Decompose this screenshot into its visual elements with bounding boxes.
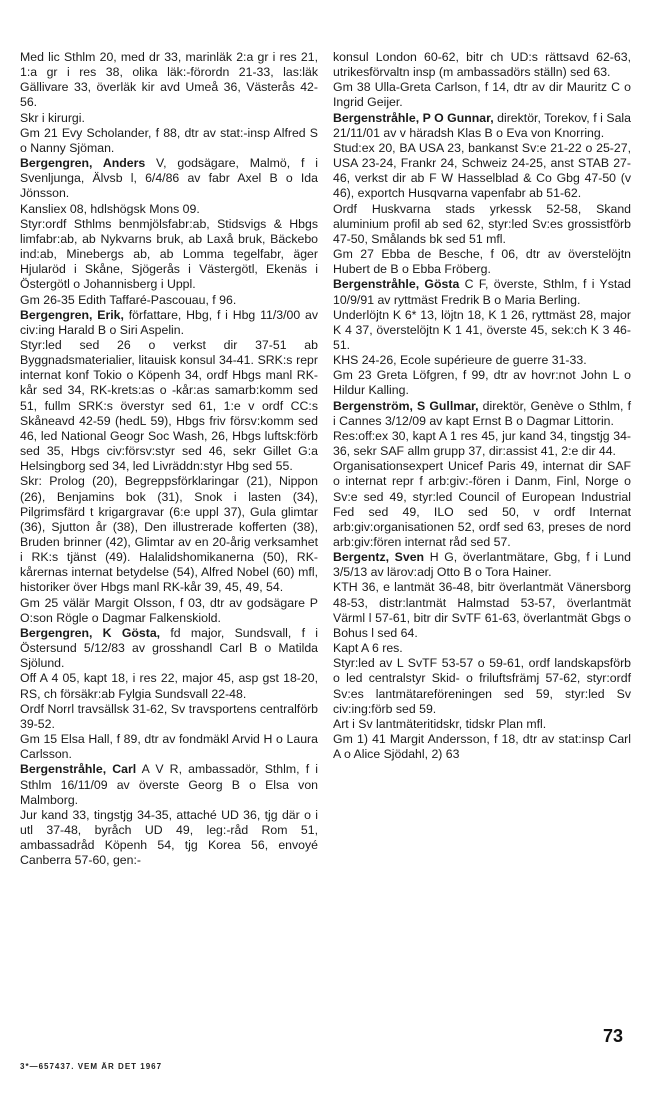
biography-paragraph [20, 474, 318, 595]
biography-paragraph [20, 111, 318, 126]
entry-text: Jur kand 33, tingstjg 34-35, attaché UD 36, tjg där o i utl 37-48, byråch UD 49, leg:-råd Rom 51, ambassadråd Köpenh 54, tjg Korea 56, envoyé Canberra 57-60, gen:- [20, 807, 318, 868]
biography-paragraph [333, 202, 631, 247]
biography-paragraph [20, 702, 318, 732]
biography-paragraph [20, 126, 318, 156]
person-name: Bergenstråhle, P O Gunnar, [333, 110, 494, 125]
entry-text: Styr:led av L SvTF 53-57 o 59-61, ordf landskapsförb o led centralstyr Skid- o friluftsfrämj 57-62, styr:ordf Sv:es lantmätareföreningen sed 59, styr:led Sv civ:ing:förb sed 59. [333, 656, 631, 716]
biography-paragraph [20, 671, 318, 701]
entry-text: fd major, Sundsvall, f i Östersund 5/12/83 av grosshandl Carl B o Matilda Sjölund. [20, 625, 318, 671]
biography-paragraph [20, 217, 318, 293]
entry-text: Styr:led sed 26 o verkst dir 37-51 ab Byggnadsmaterialier, litauisk konsul 34-41. SRK:s repr internat konf Tokio o Köpenh 34, ordf Hbgs manl RK-kår sed 34, RK-krets:as o -kår:as samarb:komm sed 51, fullm SRK:s överstyr sed 61, 1:e v ordf CC:s Skåneavd 42-59 (hedL 59), Hbgs friv försv:komm sed 46, led National Geogr Soc Wash, 26, Hbgs luftsk:förb sed 35, Hbgs civ:försv:styr sed 46, sekr Gillet G:a Helsingborg sed 34, led Livräddn:styr Hbg sed 55. [20, 337, 318, 474]
entry-text: Ordf Huskvarna stads yrkessk 52-58, Skand aluminium profil ab sed 62, styr:led Sv:es grossistförb 47-50, Smålands bk sed 51 mfl. [333, 201, 631, 246]
right-column [333, 50, 631, 762]
left-column [20, 50, 318, 868]
biography-entry-heading [333, 399, 631, 429]
entry-text: direktör, Torekov, f i Sala 21/11/01 av v häradsh Klas B o Eva von Knorring. [333, 110, 631, 140]
biography-paragraph [20, 293, 318, 308]
entry-text: Gm 15 Elsa Hall, f 89, dtr av fondmäkl Arvid H o Laura Carlsson. [20, 732, 318, 762]
biography-paragraph [20, 808, 318, 869]
biography-entry-heading [20, 626, 318, 671]
biography-paragraph [333, 732, 631, 762]
entry-text: Gm 26-35 Edith Taffaré-Pascouau, f 96. [20, 292, 237, 307]
entry-text: Gm 25 välär Margit Olsson, f 03, dtr av godsägare P O:son Rögle o Dagmar Falkenskiold. [20, 595, 318, 625]
entry-text: Gm 27 Ebba de Besche, f 06, dtr av överstelöjtn Hubert de B o Ebba Fröberg. [333, 247, 631, 277]
entry-text: Organisationsexpert Unicef Paris 49, internat dir SAF o internat repr f arb:giv:-fören i Danm, Finl, Norge o Sv:e sed 49, styr:led Council of European Industrial Fed sed 49, ILO sed 50, v ordf Internat arb:giv:organisationen 52, ordf sed 63, preses de nord arb:giv:fören internat råd sed 57. [333, 459, 631, 549]
biography-entry-heading [333, 550, 631, 580]
biography-paragraph [333, 50, 631, 80]
biography-paragraph [333, 141, 631, 202]
biography-paragraph [333, 580, 631, 641]
biography-paragraph [20, 338, 318, 474]
biography-paragraph [333, 353, 631, 368]
biography-paragraph [333, 459, 631, 550]
entry-text: Art i Sv lantmäteritidskr, tidskr Plan mfl. [333, 716, 547, 731]
entry-text: Gm 1) 41 Margit Andersson, f 18, dtr av stat:insp Carl A o Alice Sjödahl, 2) 63 [333, 732, 631, 762]
biography-paragraph [20, 202, 318, 217]
entry-text: H G, överlantmätare, Gbg, f i Lund 3/5/13 av lärov:adj Otto B o Tora Hainer. [333, 550, 631, 580]
entry-text: Med lic Sthlm 20, med dr 33, marinläk 2:a gr i res 21, 1:a gr i res 38, olika läk:-förordn 21-33, las:läk Gällivare 33, överläk kir avd Umeå 36, Västerås 42-56. [20, 50, 318, 110]
biography-entry-heading [333, 277, 631, 307]
entry-text: Ordf Norrl travsällsk 31-62, Sv travsportens centralförb 39-52. [20, 701, 318, 731]
entry-text: författare, Hbg, f i Hbg 11/3/00 av civ:ing Harald B o Siri Aspelin. [20, 307, 318, 337]
biography-paragraph [20, 596, 318, 626]
person-name: Bergengren, Erik, [20, 307, 124, 322]
entry-text: Styr:ordf Sthlms benmjölsfabr:ab, Stidsvigs & Hbgs limfabr:ab, ab Nykvarns bruk, ab Laxå bruk, Bäckebo ind:ab, Minebergs ab, ab Lomma tegelfabr, äger Hjularöd i Skåne, Sjögerås i Västergötl, Ekenäs i Östergötl o Johannisberg i Uppl. [20, 216, 318, 292]
biography-paragraph [333, 247, 631, 277]
entry-text: Underlöjtn K 6* 13, löjtn 18, K 1 26, ryttmäst 28, major K 4 37, överstelöjtn K 1 41, överste 45, sek:ch K 3 46-51. [333, 307, 631, 352]
biography-paragraph [333, 80, 631, 110]
biography-paragraph [333, 429, 631, 459]
person-name: Bergenstråhle, Gösta [333, 277, 460, 292]
entry-text: direktör, Genève o Sthlm, f i Cannes 3/12/09 av kapt Ernst B o Dagmar Littorin. [333, 398, 631, 428]
biography-entry-heading [20, 308, 318, 338]
biography-paragraph [333, 717, 631, 732]
entry-text: Gm 38 Ulla-Greta Carlson, f 14, dtr av dir Mauritz C o Ingrid Geijer. [333, 80, 631, 110]
person-name: Bergengren, K Gösta, [20, 625, 161, 640]
entry-text: konsul London 60-62, bitr ch UD:s rättsavd 62-63, utrikesförvaltn insp (m ambassadörs ställn) sed 63. [333, 50, 631, 80]
entry-text: A V R, ambassadör, Sthlm, f i Sthlm 16/11/09 av överste Georg B o Elsa von Malmborg. [20, 762, 318, 807]
entry-text: KTH 36, e lantmät 36-48, bitr överlantmät Vänersborg 48-53, distr:lantmät Halmstad 53-57, överlantmät Värml l 57-61, bitr dir SvTF 61-63, överlantmät Gbgs o Bohus l sed 64. [333, 580, 631, 640]
page-number: 73 [603, 1026, 624, 1046]
biography-entry-heading [333, 111, 631, 141]
person-name: Bergentz, Sven [333, 550, 425, 565]
biography-paragraph [333, 308, 631, 353]
entry-text: C F, överste, Sthlm, f i Ystad 10/9/91 av ryttmäst Fredrik B o Maria Berling. [333, 277, 632, 307]
entry-text: Skr i kirurgi. [20, 110, 85, 125]
biography-paragraph [20, 732, 318, 762]
person-name: Bergenstråhle, Carl [20, 762, 137, 777]
biography-entry-heading [20, 156, 318, 201]
entry-text: Res:off:ex 30, kapt A 1 res 45, jur kand 34, tingstjg 34-36, sekr SAF allm grupp 37, dir:assist 41, 2:e dir 44. [333, 428, 631, 459]
biography-paragraph [20, 50, 318, 111]
entry-text: Gm 21 Evy Scholander, f 88, dtr av stat:-insp Alfred S o Nanny Sjöman. [20, 125, 318, 155]
entry-text: V, godsägare, Malmö, f i Svenljunga, Älvsb l, 6/4/86 av fabr Axel B o Ida Jönsson. [20, 156, 318, 201]
person-name: Bergenström, S Gullmar, [333, 398, 479, 413]
entry-text: Gm 23 Greta Löfgren, f 99, dtr av hovr:not John L o Hildur Kalling. [333, 368, 631, 398]
entry-text: Skr: Prolog (20), Begreppsförklaringar (21), Nippon (26), Benjamins bok (31), Snok i lasten (34), Pilgrimsfärd t krigargravar (6:e uppl 37), Gula glimtar (36), Sjutton år (38), Den illustrerade kofferten (38), Bruden brinner (42), Glimtar av en 20-årig verksamhet i RK:s tjänst (49). Halalidshomikanerna (50), RK-kårernas internat betydelse (54), Alfred Nobel (60) mfl, historiker över Hbgs manl RK-kår 39, 45, 49, 54. [20, 474, 318, 595]
entry-text: Kapt A 6 res. [333, 641, 403, 656]
biography-paragraph [333, 641, 631, 656]
entry-text: Off A 4 05, kapt 18, i res 22, major 45, asp gst 18-20, RS, ch försäkr:ab Fylgia Sundsvall 22-48. [20, 671, 318, 701]
biography-paragraph [333, 368, 631, 398]
biography-entry-heading [20, 762, 318, 807]
person-name: Bergengren, Anders [20, 156, 146, 171]
biography-paragraph [333, 656, 631, 717]
entry-text: KHS 24-26, Ecole supérieure de guerre 31-33. [333, 353, 587, 368]
print-code: 3*—657437. VEM ÄR DET 1967 [20, 1062, 163, 1071]
entry-text: Stud:ex 20, BA USA 23, bankanst Sv:e 21-22 o 25-27, USA 23-24, Frankr 24, Schweiz 24-25, anst STAB 27-46, verkst dir ab F W Hasselblad & Co Gbg 47-50 (v 46), exportch Husqvarna vapenfabr ab 51-62. [333, 140, 631, 201]
entry-text: Kansliex 08, hdlshögsk Mons 09. [20, 201, 200, 216]
